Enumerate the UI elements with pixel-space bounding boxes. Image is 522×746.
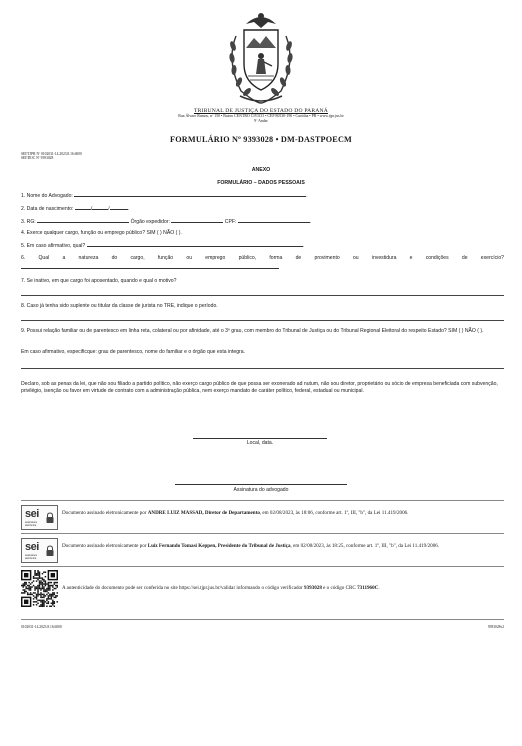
form-subtitle: FORMULÁRIO – DADOS PESSOAIS (217, 180, 305, 186)
public-office-field[interactable] (87, 242, 303, 247)
birth-day-field[interactable] (75, 205, 91, 210)
advocate-signature-caption: Assinatura do advogado (233, 487, 289, 493)
divider (21, 533, 504, 534)
sei-seal-caption (25, 554, 37, 560)
question-6-answer-line[interactable] (21, 268, 279, 269)
local-date-line[interactable] (193, 438, 327, 439)
lock-icon (45, 545, 55, 557)
signature-suffix: , em 02/08/2023, às 18:25, conforme art. 1º, III, "b", da Lei 11.419/2006. (290, 543, 440, 549)
sei-doc-ref: SEI!DOC Nº 9393028 (21, 156, 54, 160)
date-separator: / (108, 206, 110, 212)
question-9-answer-line[interactable] (21, 368, 504, 369)
signer-name: Luiz Fernando Tomasi Keppen (147, 543, 216, 549)
signature-2-text (62, 543, 504, 550)
issuing-agency-field[interactable] (171, 218, 223, 223)
question-8-answer-line[interactable] (21, 320, 504, 321)
qr-code-icon[interactable] (21, 570, 58, 607)
verification-prefix: A autenticidade do documento pode ser conferida no site https://sei.tjpr.jus.br/validar informando o código verificador (62, 585, 305, 591)
annex-heading: ANEXO (251, 167, 271, 173)
question-6: 6. Qual a natureza do cargo, função ou emprego público, forma de provimento ou investidura e condições de exercício? (21, 255, 504, 261)
divider (21, 566, 504, 567)
divider (21, 500, 504, 501)
court-floor: 9º Andar (254, 119, 268, 123)
footer-process-number: 0102031-14.2023.8.16.6000 (21, 625, 62, 629)
sei-seal-1 (21, 505, 58, 530)
divider (21, 619, 504, 620)
form-title: FORMULÁRIO Nº 9393028 • DM-DASTPOECM (170, 135, 352, 144)
birth-month-field[interactable] (92, 205, 108, 210)
question-2: 2. Data de nascimento: / / . (21, 206, 130, 212)
question-7-answer-line[interactable] (21, 295, 504, 296)
signature-1-text (62, 510, 504, 517)
signature-prefix: Documento assinado eletronicamente por (62, 510, 148, 516)
verification-text (62, 585, 504, 592)
verification-middle: e o código CRC (321, 585, 358, 591)
signer-role: , Diretor de Departamento (202, 510, 260, 516)
issuing-agency-label: Órgão expedidor: (130, 219, 170, 225)
question-1: 1. Nome do Advogado: . (21, 193, 308, 199)
rg-label: 3. RG: (21, 219, 36, 225)
verification-code: 9393028 (304, 585, 322, 591)
question-5: 5. Em caso afirmativo, qual? . (21, 243, 305, 249)
question-9-extra: Em caso afirmativo, especificque: grau de parentesco, nome do familiar e o órgão que esta integra. (21, 349, 245, 355)
verification-end: . (378, 585, 380, 591)
court-name: TRIBUNAL DE JUSTIÇA DO ESTADO DO PARANÁ (193, 108, 329, 114)
question-9: 9. Possui relação familiar ou de parentesco em linha reta, colateral ou por afinidade, até o 3º grau, com membro do Tribunal de Justiça ou do Tribunal Regional Eleitoral do respeito Estado? SIM ( ) NÃO ( ). (21, 328, 484, 334)
question-1-label: 1. Nome do Advogado: (21, 193, 73, 199)
signer-name: ANDRE LUIZ MASSAD (147, 510, 203, 516)
sei-logo: sei (25, 508, 39, 520)
question-7: 7. Se inativo, em que cargo foi aposentado, quando e qual o motivo? (21, 278, 177, 284)
declaration-text: Declaro, sob as penas da lei, que não sou filiado a partido político, não exerço cargo público de que possa ser exonerado ad nutum, não sou diretor, proprietário ou sócio de empresa beneficiada com subvenção, privilégio, isenção ou favor em virtude de contrato com a administração pública, nem exerço mandato de caráter político, federal, estadual ou municipal. (21, 381, 498, 394)
signature-prefix: Documento assinado eletronicamente por (62, 543, 148, 549)
advocate-signature-line[interactable] (175, 484, 347, 485)
question-5-label: 5. Em caso afirmativo, qual? (21, 243, 86, 249)
crc-code: 7311960C (357, 585, 379, 591)
local-date-caption: Local, data. (246, 440, 274, 446)
cpf-label: CPF: (224, 219, 237, 225)
signer-role: , Presidente do Tribunal de Justiça (215, 543, 291, 549)
seal-caption-line: eletrônica (25, 557, 37, 560)
cpf-field[interactable] (238, 218, 310, 223)
sei-process-ref: SEI!TJPR Nº 0102031-14.2023.8.16.6000 (21, 152, 82, 156)
sei-logo: sei (25, 541, 39, 553)
court-address: Rua Álvaro Ramos, nº 150 • Bairro CENTRO CÍVICO • CEP 80530-190 • Curitiba • PR • www.tjpr.jus.br (178, 114, 344, 118)
seal-caption-line: eletrônica (25, 524, 37, 527)
question-8: 8. Caso já tenha sido suplente ou titular da classe de jurista no TRE, indique o período. (21, 303, 218, 309)
sei-seal-caption (25, 521, 37, 527)
rg-field[interactable] (37, 218, 129, 223)
date-separator: / (90, 206, 93, 212)
sei-seal-2 (21, 538, 58, 563)
footer-doc-version: 9393028v2 (487, 625, 504, 629)
parana-coat-of-arms-icon (216, 6, 306, 106)
question-4: 4. Exerce qualquer cargo, função ou emprego público? SIM ( ) NÃO ( ). (21, 230, 182, 236)
advocate-name-field[interactable] (74, 192, 306, 197)
question-2-label: 2. Data de nascimento: (21, 206, 74, 212)
signature-suffix: , em 02/08/2023, às 18:06, conforme art. 1º, III, "b", da Lei 11.419/2006. (259, 510, 409, 516)
question-3: 3. RG: Órgão expedidor: CPF: . (21, 219, 312, 225)
seal-caption-line: assinatura (25, 554, 37, 557)
document-header (0, 6, 522, 124)
birth-year-field[interactable] (110, 205, 128, 210)
lock-icon (45, 512, 55, 524)
seal-caption-line: assinatura (25, 521, 37, 524)
